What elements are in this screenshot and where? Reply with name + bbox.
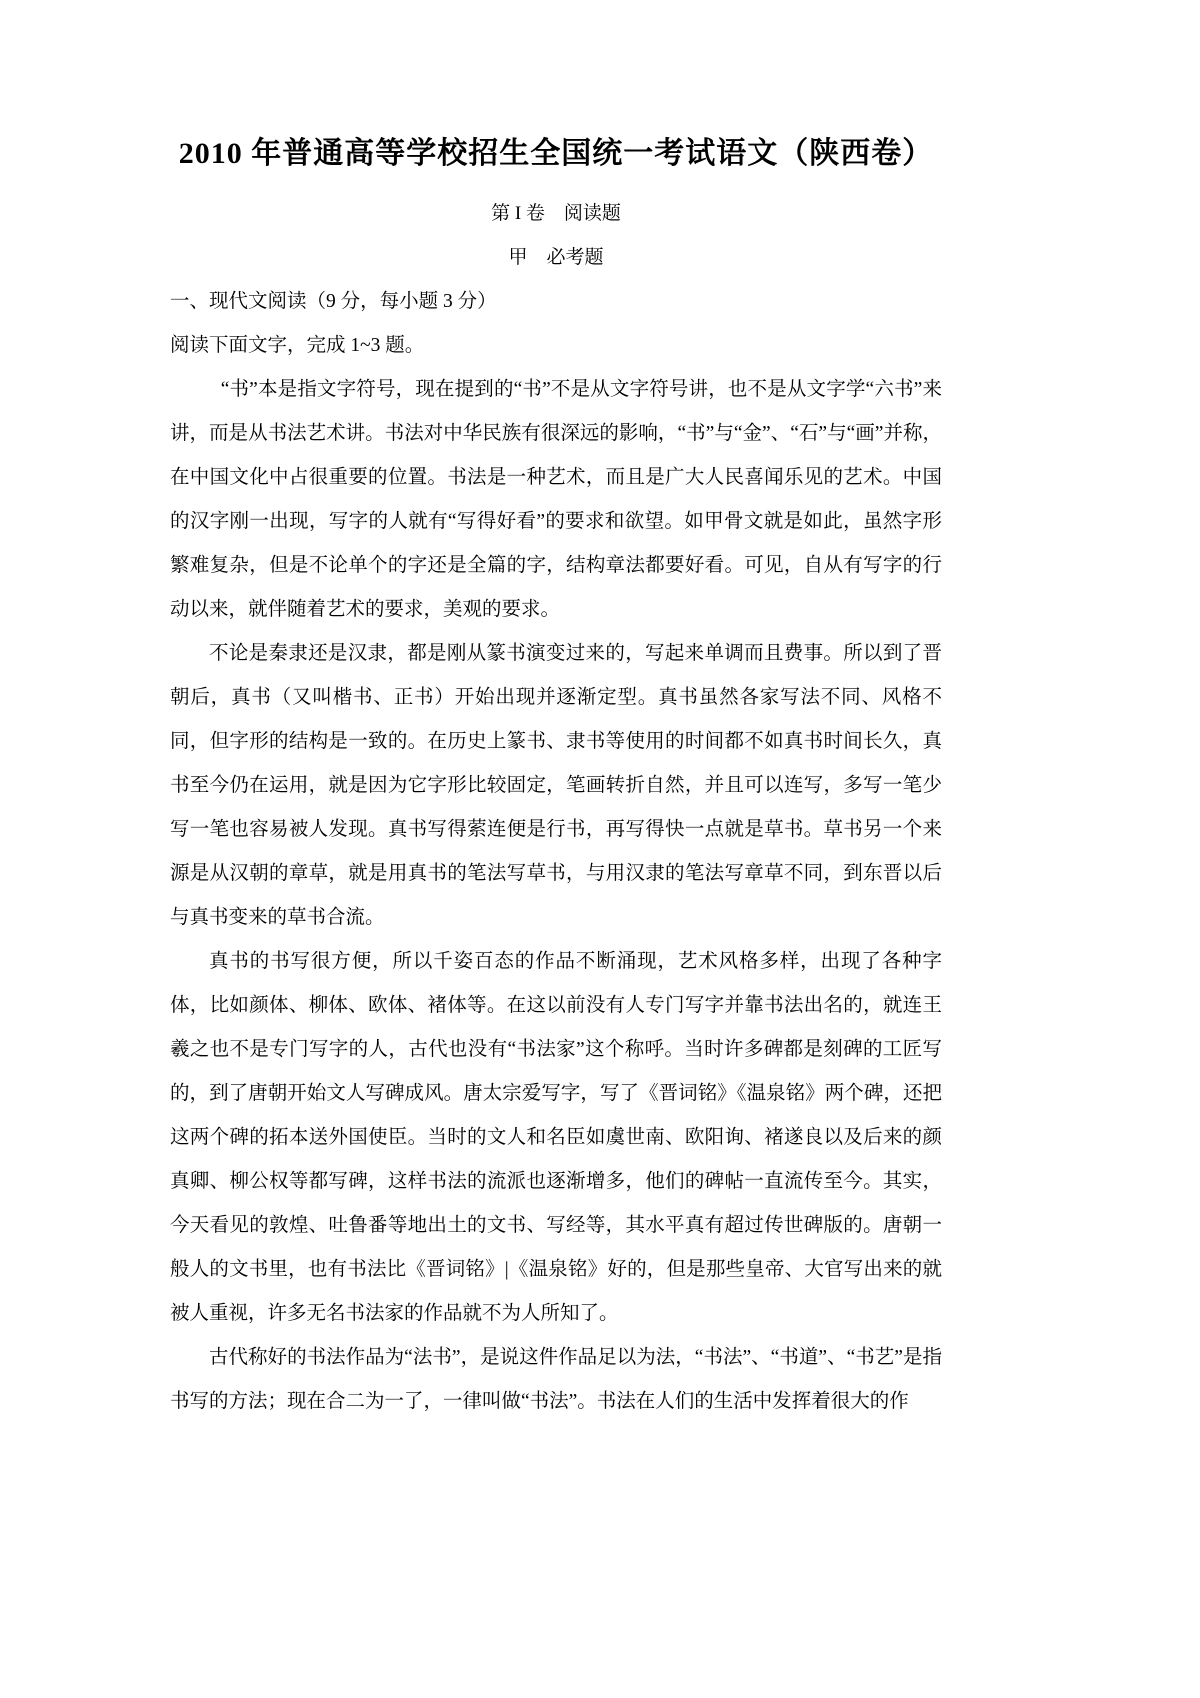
body-paragraph: 真书的书写很方便，所以千姿百态的作品不断涌现，艺术风格多样，出现了各种字体，比如颜体、柳体、欧体、褚体等。在这以前没有人专门写字并靠书法出名的，就连王羲之也不是专门写字的人，古代也没有“书法家”这个称呼。当时许多碑都是刻碑的工匠写的，到了唐朝开始文人写碑成风。唐太宗爱写字，写了《晋词铭》《温泉铭》两个碑，还把这两个碑的拓本送外国使臣。当时的文人和名臣如虞世南、欧阳询、褚遂良以及后来的颜真卿、柳公权等都写碑，这样书法的流派也逐渐增多，他们的碑帖一直流传至今。其实，今天看见的敦煌、吐鲁番等地出土的文书、写经等，其水平真有超过传世碑版的。唐朝一般人的文书里，也有书法比《晋词铭》|《温泉铭》好的，但是那些皇帝、大官写出来的就被人重视，许多无名书法家的作品就不为人所知了。 xyxy=(170,951,942,1324)
part-heading: 甲 必考题 xyxy=(508,247,604,268)
body-paragraph: 古代称好的书法作品为“法书”，是说这件作品足以为法，“书法”、“书道”、“书艺”是指书写的方法；现在合二为一了，一律叫做“书法”。书法在人们的生活中发挥着很大的作 xyxy=(170,1347,942,1412)
instruction-line: 阅读下面文字，完成 1~3 题。 xyxy=(170,335,425,356)
question-section-heading: 一、现代文阅读（9 分，每小题 3 分） xyxy=(170,291,497,312)
document-title: 2010 年普通高等学校招生全国统一考试语文（陕西卷） xyxy=(178,137,934,170)
body-paragraph: 不论是秦隶还是汉隶，都是刚从篆书演变过来的，写起来单调而且费事。所以到了晋朝后，真书（又叫楷书、正书）开始出现并逐渐定型。真书虽然各家写法不同、风格不同，但字形的结构是一致的。在历史上篆书、隶书等使用的时间都不如真书时间长久，真书至今仍在运用，就是因为它字形比较固定，笔画转折自然，并且可以连写，多写一笔少写一笔也容易被人发现。真书写得萦连便是行书，再写得快一点就是草书。草书另一个来源是从汉朝的章草，就是用真书的笔法写草书，与用汉隶的笔法写章草不同，到东晋以后与真书变来的草书合流。 xyxy=(170,643,942,928)
section-heading: 第 I 卷 阅读题 xyxy=(491,203,621,224)
body-paragraph: “书”本是指文字符号，现在提到的“书”不是从文字符号讲，也不是从文字学“六书”来讲，而是从书法艺术讲。书法对中华民族有很深远的影响，“书”与“金”、“石”与“画”并称，在中国文化中占很重要的位置。书法是一种艺术，而且是广大人民喜闻乐见的艺术。中国的汉字刚一出现，写字的人就有“写得好看”的要求和欲望。如甲骨文就是如此，虽然字形繁难复杂，但是不论单个的字还是全篇的字，结构章法都要好看。可见，自从有写字的行动以来，就伴随着艺术的要求，美观的要求。 xyxy=(170,379,942,620)
